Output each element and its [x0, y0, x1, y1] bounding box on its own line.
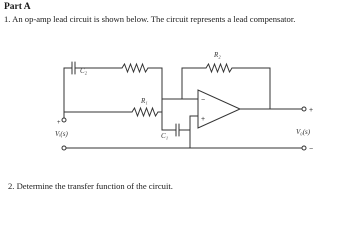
output-terminal-bottom [302, 146, 306, 150]
r2-label: R₂ [214, 51, 221, 59]
question-2-text: 2. Determine the transfer function of the circuit. [8, 181, 173, 191]
c1-wire [162, 112, 176, 130]
r1-right-wire [158, 99, 198, 112]
r2-resistor [206, 64, 232, 72]
r2-output-wire [232, 68, 270, 105]
c2-branch-wire [64, 68, 72, 99]
r2-feedback-wire [182, 68, 206, 89]
input-plus-sign: + [57, 120, 61, 126]
c2-top-resistor-symbol [122, 64, 148, 72]
part-heading: Part A [4, 2, 31, 12]
output-plus-sign: + [309, 107, 314, 114]
c1-ground-wire [179, 116, 198, 130]
inverting-input-sign: − [201, 97, 206, 104]
c2-right-wire [148, 68, 162, 99]
op-amp-output-wire [240, 105, 270, 109]
noninverting-input-sign: + [201, 116, 206, 123]
r1-resistor [132, 108, 158, 116]
vin-label: Vᵢ(s) [55, 130, 68, 138]
r1-label: R₁ [141, 97, 148, 105]
output-terminal-top [302, 107, 306, 111]
c1-label: C₁ [161, 132, 169, 140]
input-terminal-top [62, 118, 66, 122]
question-1-text: 1. An op-amp lead circuit is shown below. The circuit represents a lead compensator. [4, 14, 296, 24]
c2-label: C₂ [80, 67, 88, 75]
vout-label: V₀(s) [296, 128, 311, 136]
input-terminal-bottom [62, 146, 66, 150]
output-minus-sign: − [309, 146, 314, 153]
